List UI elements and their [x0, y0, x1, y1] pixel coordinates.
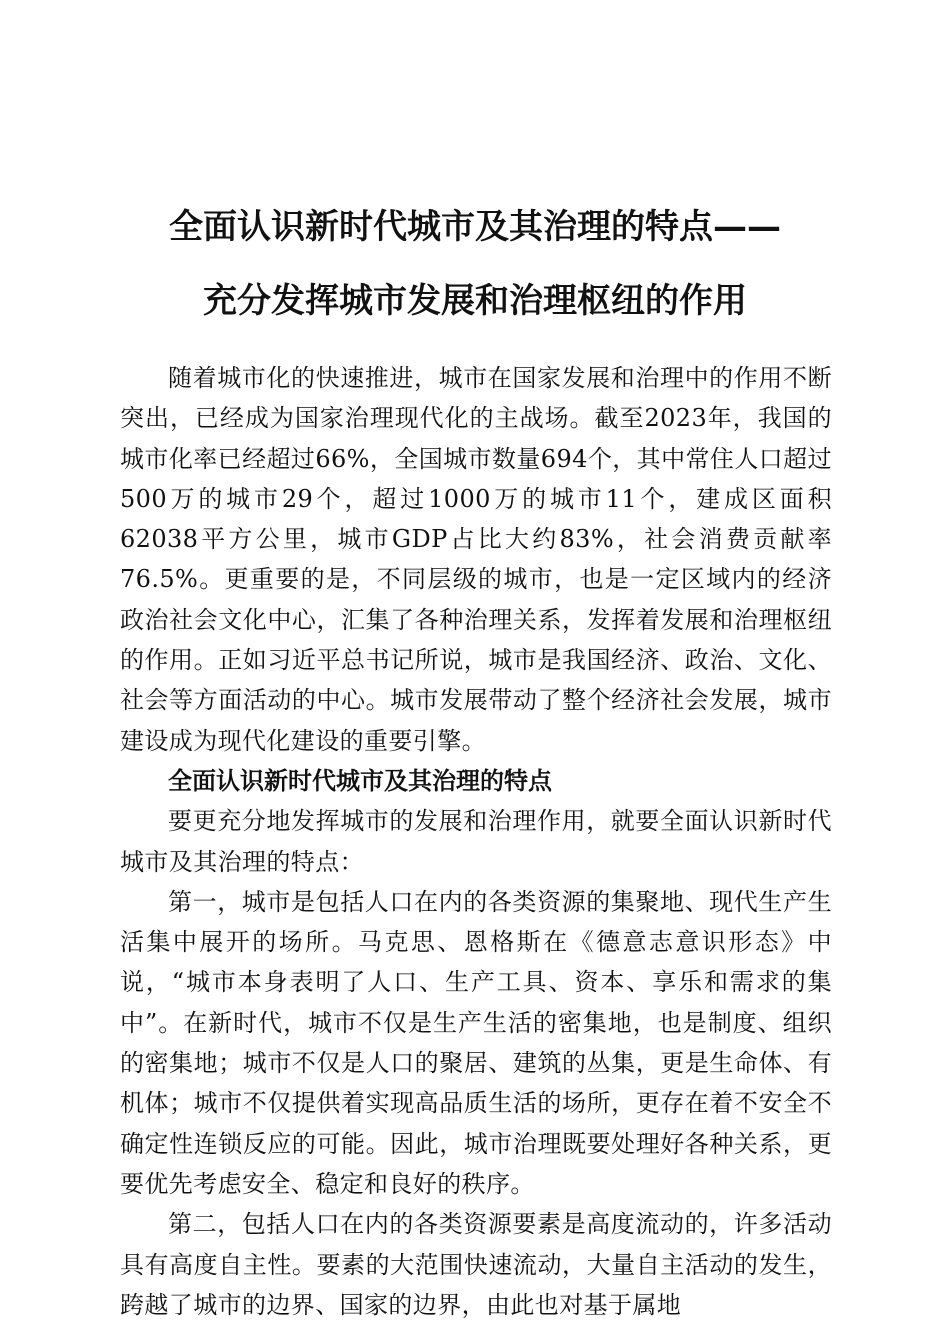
paragraph-lead-in: 要更充分地发挥城市的发展和治理作用，就要全面认识新时代城市及其治理的特点：	[120, 807, 832, 876]
title-line-2: 充分发挥城市发展和治理枢纽的作用	[203, 281, 747, 321]
document-body	[120, 358, 832, 1325]
section-heading: 全面认识新时代城市及其治理的特点	[168, 766, 552, 795]
paragraph-intro: 随着城市化的快速推进，城市在国家发展和治理中的作用不断突出，已经成为国家治理现代化的主战场。截至2023年，我国的城市化率已经超过66%，全国城市数量694个，其中常住人口超过500万的城市29个，超过1000万的城市11个，建成区面积62038平方公里，城市GDP占比大约83%，社会消费贡献率76.5%。更重要的是，不同层级的城市，也是一定区域内的经济政治社会文化中心，汇集了各种治理关系，发挥着发展和治理枢纽的作用。正如习近平总书记所说，城市是我国经济、政治、文化、社会等方面活动的中心。城市发展带动了整个经济社会发展，城市建设成为现代化建设的重要引擎。	[120, 364, 832, 755]
paragraph-point-1: 第一，城市是包括人口在内的各类资源的集聚地、现代生产生活集中展开的场所。马克思、恩格斯在《德意志意识形态》中说，“城市本身表明了人口、生产工具、资本、享乐和需求的集中”。在新时代，城市不仅是生产生活的密集地，也是制度、组织的密集地；城市不仅是人口的聚居、建筑的丛集，更是生命体、有机体；城市不仅提供着实现高品质生活的场所，更存在着不安全不确定性连锁反应的可能。因此，城市治理既要处理好各种关系，更要优先考虑安全、稳定和良好的秩序。	[120, 887, 832, 1198]
title-line-1: 全面认识新时代城市及其治理的特点——	[169, 207, 781, 247]
paragraph-point-2: 第二，包括人口在内的各类资源要素是高度流动的，许多活动具有高度自主性。要素的大范围快速流动，大量自主活动的发生，跨越了城市的边界、国家的边界，由此也对基于属地	[120, 1210, 832, 1319]
document-title	[110, 190, 840, 338]
